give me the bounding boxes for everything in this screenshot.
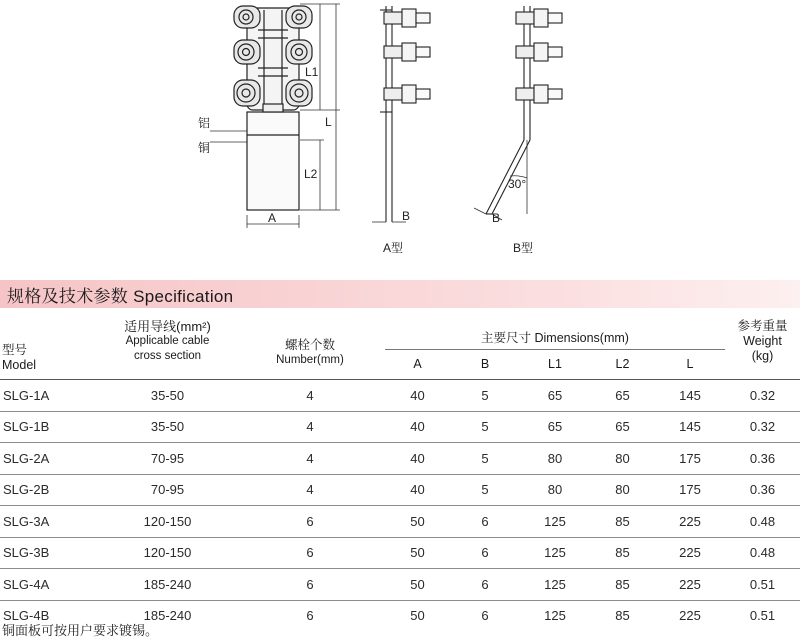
cell-a: 50	[385, 537, 450, 569]
cell-weight: 0.32	[725, 411, 800, 443]
cell-l1: 125	[544, 608, 566, 624]
header-model-en: Model	[2, 358, 37, 372]
cell-model: SLG-2B	[0, 474, 100, 506]
label-B-left: B	[402, 209, 411, 223]
cell-b: 6	[481, 608, 489, 624]
cell-bolts: 6	[235, 506, 385, 538]
header-bolts	[235, 318, 385, 380]
header-weight-unit: (kg)	[751, 349, 774, 363]
cell-l1: 125	[520, 537, 590, 569]
cell-bolts: 4	[235, 380, 385, 412]
cell-l2: 85	[615, 608, 630, 624]
header-cable	[100, 318, 235, 380]
section-header	[0, 280, 800, 308]
table-row	[0, 506, 800, 538]
cell-l1: 125	[520, 506, 590, 538]
cell-l2: 80	[590, 443, 655, 475]
cell-cable: 70-95	[100, 474, 235, 506]
cell-l: 225	[679, 608, 701, 624]
cell-cable: 70-95	[100, 443, 235, 475]
label-aluminum: 铝	[198, 116, 211, 130]
cell-l1: 65	[520, 411, 590, 443]
cell-cable: 35-50	[100, 380, 235, 412]
cell-cable: 185-240	[143, 608, 192, 624]
cell-l1: 80	[520, 474, 590, 506]
technical-drawing	[0, 0, 800, 272]
cell-bolts: 6	[306, 608, 314, 624]
cell-weight: 0.51	[725, 569, 800, 601]
header-weight-cn: 参考重量	[737, 319, 788, 333]
cell-bolts: 4	[235, 443, 385, 475]
label-B-right: B	[492, 211, 501, 225]
header-weight-en: Weight	[743, 334, 782, 348]
cell-l2: 85	[590, 569, 655, 601]
cell-a: 40	[385, 474, 450, 506]
header-L1: L1	[548, 357, 562, 371]
header-model-cn: 型号	[2, 343, 28, 357]
header-A: A	[413, 357, 422, 371]
cell-l: 145	[655, 411, 725, 443]
cell-bolts: 4	[235, 411, 385, 443]
cell-l: 225	[655, 506, 725, 538]
cell-model: SLG-4B	[3, 608, 50, 624]
header-dimensions: 主要尺寸 Dimensions(mm)	[385, 318, 725, 350]
cell-b: 5	[450, 443, 520, 475]
header-bolts-cn: 螺栓个数	[284, 338, 335, 352]
header-cable-en2: cross section	[133, 350, 202, 362]
cell-cable: 120-150	[100, 537, 235, 569]
cell-weight: 0.32	[725, 380, 800, 412]
cell-bolts: 6	[235, 569, 385, 601]
cell-l2: 85	[590, 537, 655, 569]
header-model	[0, 318, 100, 380]
cell-l: 225	[655, 569, 725, 601]
table-row	[0, 537, 800, 569]
cell-weight: 0.51	[749, 608, 776, 624]
cell-weight: 0.48	[725, 506, 800, 538]
cell-a: 50	[385, 569, 450, 601]
section-title: 规格及技术参数 Specification	[7, 286, 234, 306]
cell-weight: 0.36	[725, 474, 800, 506]
cell-model: SLG-1B	[0, 411, 100, 443]
cell-b: 6	[450, 537, 520, 569]
header-L2: L2	[615, 357, 630, 371]
header-L: L	[686, 357, 694, 371]
cell-weight: 0.36	[725, 443, 800, 475]
cell-b: 5	[450, 474, 520, 506]
header-B: B	[480, 357, 490, 371]
label-L2: L2	[304, 167, 318, 181]
cell-l: 145	[655, 380, 725, 412]
header-cable-cn: 适用导线(mm²)	[124, 319, 211, 334]
cell-a: 50	[410, 608, 425, 624]
cell-model: SLG-4A	[0, 569, 100, 601]
footnote: 铜面板可按用户要求镀锡。	[2, 623, 159, 638]
cell-l: 175	[655, 474, 725, 506]
cell-bolts: 6	[235, 537, 385, 569]
table-row	[0, 411, 800, 443]
label-L1: L1	[305, 65, 319, 79]
cell-weight: 0.48	[725, 537, 800, 569]
cell-a: 40	[385, 443, 450, 475]
cell-model: SLG-3A	[0, 506, 100, 538]
spec-table	[0, 318, 800, 631]
label-A: A	[268, 211, 277, 225]
label-angle: 30°	[508, 177, 527, 191]
cell-l1: 125	[520, 569, 590, 601]
cell-a: 40	[385, 380, 450, 412]
table-row	[0, 474, 800, 506]
cell-a: 40	[385, 411, 450, 443]
table-row	[0, 380, 800, 412]
cell-a: 50	[385, 506, 450, 538]
cell-l1: 80	[520, 443, 590, 475]
cell-l2: 80	[590, 474, 655, 506]
table-row	[0, 443, 800, 475]
cell-b: 5	[450, 411, 520, 443]
cell-model: SLG-2A	[0, 443, 100, 475]
header-cable-en1: Applicable cable	[125, 335, 210, 347]
cell-l2: 65	[590, 411, 655, 443]
label-L: L	[325, 115, 332, 129]
cell-model: SLG-3B	[0, 537, 100, 569]
header-bolts-en: Number(mm)	[276, 354, 344, 366]
label-type-a: A型	[383, 241, 404, 255]
cell-l2: 65	[590, 380, 655, 412]
header-weight	[725, 318, 800, 380]
cell-cable: 35-50	[100, 411, 235, 443]
cell-l: 225	[655, 537, 725, 569]
cell-cable: 120-150	[100, 506, 235, 538]
table-row	[0, 569, 800, 601]
cell-bolts: 4	[235, 474, 385, 506]
cell-l: 175	[655, 443, 725, 475]
side-view-type-a	[380, 6, 430, 222]
label-type-b: B型	[513, 241, 534, 255]
label-copper: 铜	[198, 141, 211, 155]
cell-b: 6	[450, 569, 520, 601]
cell-b: 6	[450, 506, 520, 538]
cell-model: SLG-1A	[0, 380, 100, 412]
cell-l1: 65	[520, 380, 590, 412]
cell-l2: 85	[590, 506, 655, 538]
front-view-clamp	[234, 6, 312, 210]
cell-b: 5	[450, 380, 520, 412]
cell-cable: 185-240	[100, 569, 235, 601]
